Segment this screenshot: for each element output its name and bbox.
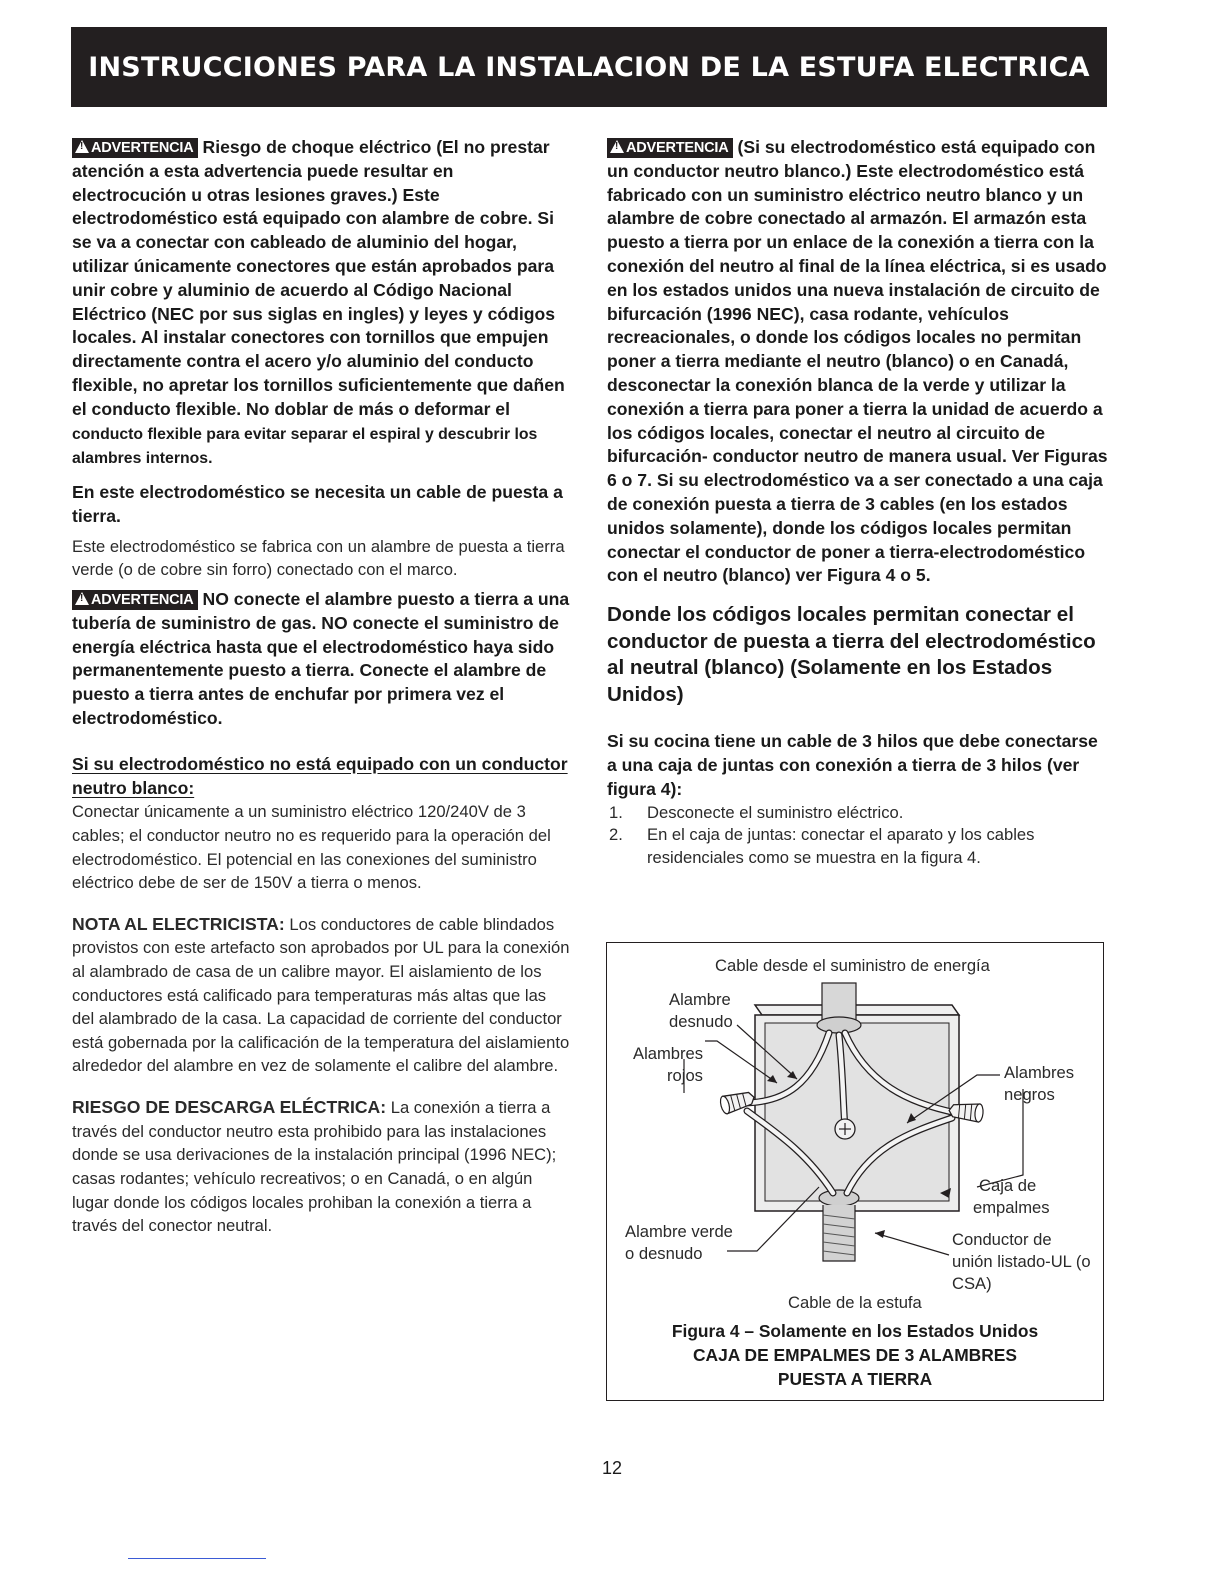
- no-neutral-body: Conectar únicamente a un suministro eléctrico 120/240V de 3 cables; el conductor neutro no es requerido para la operación del electrodoméstico. El potencial en las conexiones del suministro eléctrico debe de ser de 150V a tierra o menos.: [72, 802, 551, 893]
- left-column: [72, 136, 572, 1238]
- label-junction-box: Caja de empalmes: [973, 1176, 1050, 1217]
- list-item: 1. Desconecte el suministro eléctrico.: [609, 802, 904, 822]
- warning-shock-title: Riesgo de choque eléctrico: [202, 137, 432, 157]
- warning-shock-body-end: conducto flexible para evitar separar el espiral y descubrir los alambres internos.: [72, 425, 538, 468]
- ground-heading: En este electrodoméstico se necesita un cable de puesta a tierra.: [72, 482, 563, 526]
- list-item: 2. En el caja de juntas: conectar el aparato y los cables residenciales como se muestra en la figura 4.: [609, 825, 1035, 867]
- warning-gas: [72, 588, 572, 731]
- warning-neutral: [607, 136, 1110, 588]
- risk-body: La conexión a tierra a través del conductor neutro esta prohibido para las instalaciones donde se usa derivaciones de la instalación principal (1996 NEC); casas rodantes; vehículo recreativos; o en Canadá, o en algún lugar donde los códigos locales prohiban la conexión a tierra a través del conector neutral.: [72, 1098, 557, 1236]
- warning-triangle-icon: [75, 140, 89, 153]
- section-heading: Donde los códigos locales permitan conectar el conductor de puesta a tierra del electrodoméstico al neutral (blanco) (Solamente en los Estados Unidos): [607, 603, 1096, 706]
- warning-badge: !ADVERTENCIA: [72, 138, 198, 158]
- no-neutral-heading: Si su electrodoméstico no está equipado con un conductor neutro blanco:: [72, 753, 568, 798]
- steps-list: [607, 802, 1110, 870]
- label-range-cable: Cable de la estufa: [788, 1293, 922, 1312]
- warning-shock-body: (El no prestar atención a esta advertencia puede resultar en electrocución u otras lesiones graves.) Este electrodoméstico está equipado con alambre de cobre. Si se va a conectar con cableado de aluminio del hogar, utilizar únicamente conectores que están aprobados para unir cobre y aluminio de acuerdo al Código Nacional Eléctrico (NEC por sus siglas en ingles) y leyes y códigos locales. Al instalar conectores con tornillos que empujen directamente contra el acero y/o aluminio del conducto flexible, no apretar los tornillos suficientemente que dañen el conducto flexible. No doblar de más o deformar el: [72, 137, 565, 419]
- label-black-wires: Alambres negros: [1004, 1063, 1075, 1104]
- warning-gas-text: NO conecte el alambre puesto a tierra a una tubería de suministro de gas. NO conecte el suministro de energía eléctrica hasta que el electrodoméstico haya sido permanentemente puesto a tierra. Conecte el alambre de puesto a tierra antes de enchufar por primera vez el electrodoméstico.: [72, 588, 570, 728]
- risk-discharge: [72, 1096, 572, 1238]
- warning-triangle-icon: [610, 140, 624, 153]
- page-title: INSTRUCCIONES PARA LA INSTALACION DE LA ESTUFA ELECTRICA: [88, 51, 1090, 83]
- supply-connector: [817, 1017, 861, 1033]
- page-number: 12: [601, 1458, 623, 1478]
- warning-shock: [72, 136, 572, 471]
- warning-badge: !ADVERTENCIA: [72, 590, 198, 610]
- warning-triangle-icon: [75, 592, 89, 605]
- page-header: [71, 27, 1107, 107]
- warning-badge: !ADVERTENCIA: [607, 138, 733, 158]
- box-top-edge: [755, 1005, 959, 1015]
- label-bare-wire: Alambre desnudo: [669, 990, 733, 1031]
- warning-neutral-title: (Si su electrodoméstico está equipado con un conductor neutro blanco.): [607, 137, 1096, 181]
- label-red-wires: Alambres rojos: [633, 1044, 704, 1085]
- sub-heading: Si su cocina tiene un cable de 3 hilos que debe conectarse a una caja de juntas con conexión a tierra de 3 hilos (ver figura 4):: [607, 731, 1098, 799]
- label-bonding-conductor: Conductor de unión listado-UL (o CSA): [952, 1230, 1091, 1293]
- note-body: Los conductores de cable blindados provistos con este artefacto son aprobados por UL para la conexión al alambrado de casa de un calibre mayor. El aislamiento de los conductores está calificado para temperaturas más altas que las del alambrado de la casa. La capacidad de corriente del conductor está gobernada por la calificación de la temperatura del aislamiento alrededor del alambre en vez de solamente el calibre del alambre.: [72, 914, 570, 1076]
- label-supply-cable: Cable desde el suministro de energía: [715, 956, 990, 975]
- footer-divider: [128, 1558, 266, 1559]
- figure-4: [606, 942, 1104, 1401]
- note-electrician: [72, 913, 572, 1078]
- ground-body: Este electrodoméstico se fabrica con un alambre de puesta a tierra verde (o de cobre sin forro) conectado con el marco.: [72, 536, 565, 580]
- risk-label: RIESGO DE DESCARGA ELÉCTRICA:: [72, 1097, 387, 1118]
- warning-neutral-body: Este electrodoméstico está fabricado con un suministro eléctrico neutro blanco y un alambre de cobre conectado al armazón. El armazón esta puesto a tierra por un enlace de la conexión a tierra con la conexión del neutro al final de la línea eléctrica, si es usado en los estados unidos una nueva instalación de circuito de bifurcación (1996 NEC), casa rodante, vehículos recreacionales, o donde los códigos locales no permitan poner a tierra mediante el neutro (blanco) o en Canadá, desconectar la conexión blanca de la verde y utilizar la conexión a tierra para poner a tierra la unidad de acuerdo a los códigos locales, conectar el neutro al circuito de bifurcación- conductor neutro de manera usual. Ver Figuras 6 o 7. Si su electrodoméstico va a ser conectado a una caja de conexión puesta a tierra de 3 cables (en los estados unidos solamente), donde los códigos locales permitan conectar el conductor de poner a tierra-electrodoméstico con el neutro (blanco) ver Figura 4 o 5.: [607, 160, 1108, 586]
- range-connector: [819, 1190, 859, 1206]
- label-green-wire: Alambre verde o desnudo: [625, 1222, 733, 1263]
- right-column: [607, 136, 1110, 869]
- figure-caption: Figura 4 – Solamente en los Estados Unidos CAJA DE EMPALMES DE 3 ALAMBRES PUESTA A TIERRA: [671, 1321, 1039, 1389]
- note-label: NOTA AL ELECTRICISTA:: [72, 913, 285, 934]
